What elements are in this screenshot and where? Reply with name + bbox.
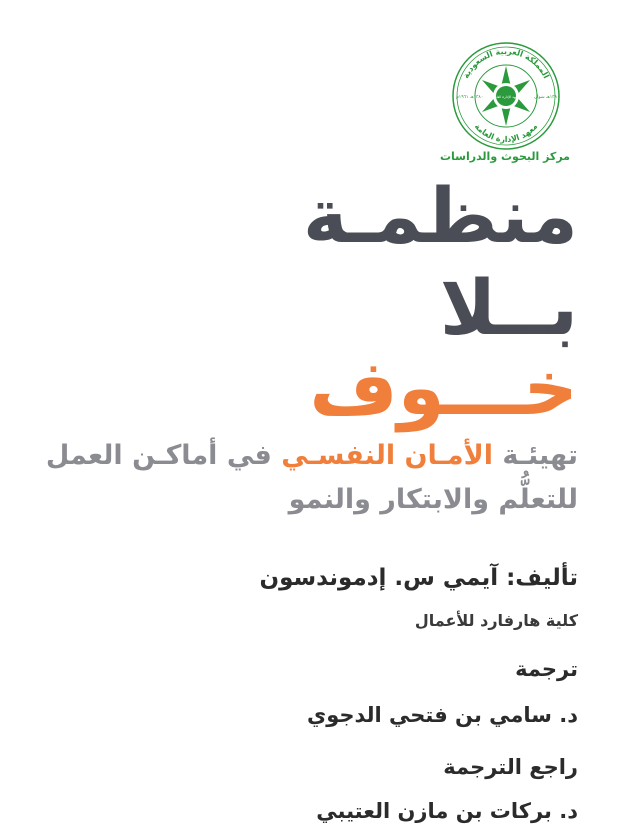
author-affiliation: كلية هارفارد للأعمال [414, 611, 578, 630]
logo-top-text: المملكة العربية السعودية [461, 46, 551, 80]
subtitle-part-2: في أماكـن العمل [45, 440, 282, 471]
logo-bottom-text: معهد الإدارة العامة [472, 121, 540, 145]
subtitle-highlight: الأمـان النفسـي [281, 440, 493, 471]
title-line-1: منظمـة [302, 171, 578, 260]
title-line-2: بــلا [439, 263, 578, 352]
subtitle-line-1 [46, 436, 578, 476]
translator-name: د. سامي بن فتحي الدجوي [306, 703, 578, 727]
logo-left-date: ١٣٨٠هـ ١٩٦١م [456, 95, 484, 100]
institute-logo-icon [450, 40, 562, 152]
logo-right-date: ١٣٨٠هـ شوال [534, 95, 560, 100]
subtitle-part-1: تهيئـة [492, 440, 578, 471]
logo-center-text: معهد الإدارة العامة [493, 95, 519, 99]
title-line-3: خـــوف [309, 343, 578, 432]
review-heading: راجع الترجمة [443, 755, 578, 779]
author-line: تأليف: آيمي س. إدموندسون [259, 565, 578, 591]
subtitle-line-2: للتعلُّم والابتكار والنمو [288, 484, 578, 515]
reviewer-name: د. بركات بن مازن العتيبي [316, 799, 578, 823]
translation-heading: ترجمة [515, 657, 578, 681]
research-center-name: مركز البحوث والدراسات [439, 150, 570, 163]
